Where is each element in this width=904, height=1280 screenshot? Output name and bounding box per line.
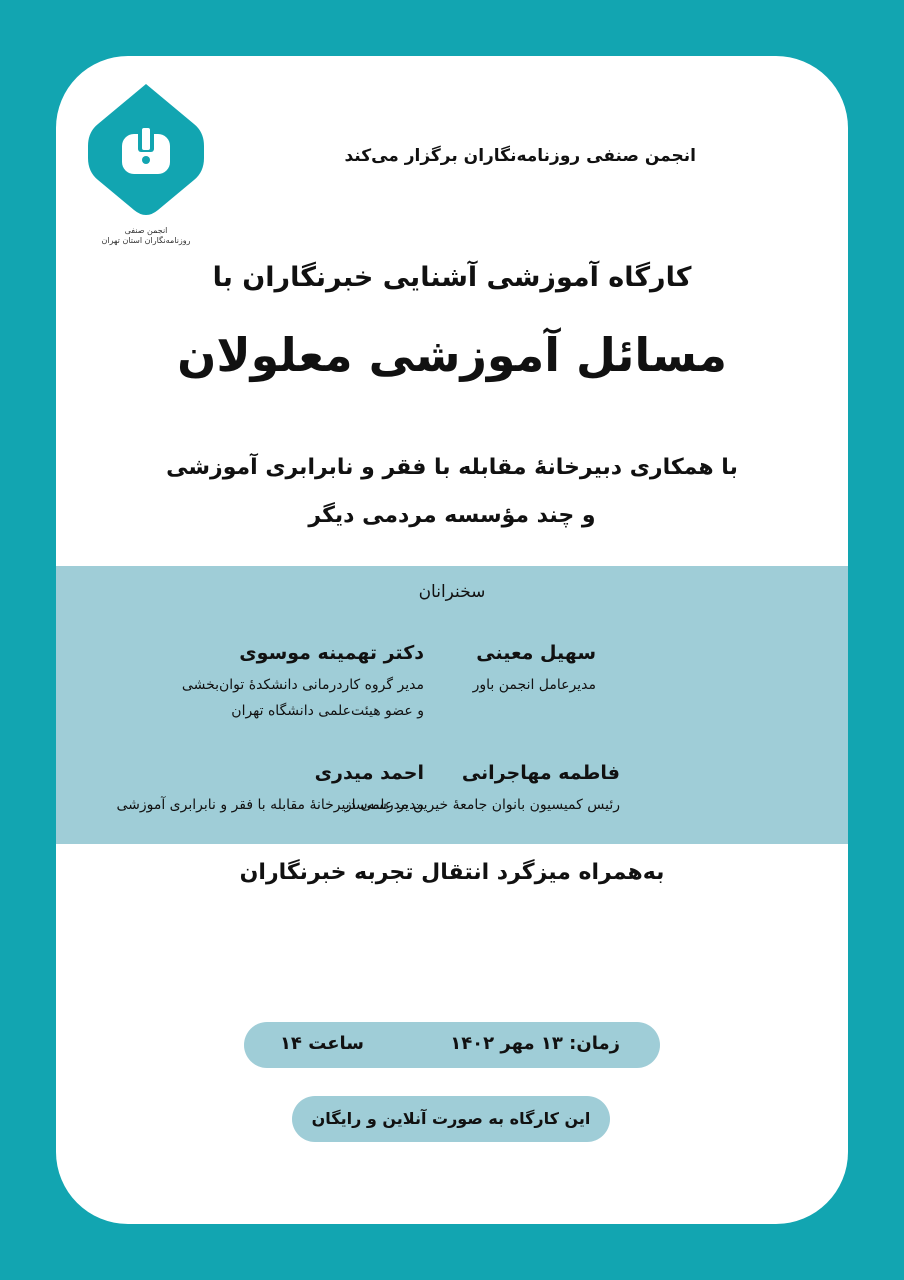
- speakers-section: [56, 566, 848, 844]
- logo-caption-line2: روزنامه‌نگاران استان تهران: [101, 236, 191, 245]
- speaker-ahmad-meidari: [116, 762, 424, 818]
- speakers-heading: سخنرانان: [418, 582, 486, 602]
- collaboration-line-2: و چند مؤسسه مردمی دیگر: [308, 503, 596, 528]
- speaker-name: دکتر تهمینه موسوی: [239, 642, 424, 664]
- logo-caption-line1: انجمن صنفی: [124, 226, 168, 235]
- speaker-role: مدیرعامل انجمن باور: [472, 677, 596, 693]
- speaker-name: سهیل معینی: [476, 642, 596, 664]
- collaboration-line-1: با همکاری دبیرخانهٔ مقابله با فقر و نابرابری آموزشی: [166, 455, 738, 480]
- speaker-tahmineh-mousavi: [182, 642, 424, 724]
- title-line-1: کارگاه آموزشی آشنایی خبرنگاران با: [212, 262, 692, 293]
- speaker-role: رئیس کمیسیون بانوان جامعهٔ خیرین مدرسه‌ساز: [344, 797, 620, 813]
- logo-emblem-icon: [76, 76, 216, 226]
- title-line-2: مسائل آموزشی معلولان: [177, 328, 727, 382]
- roundtable-text: به‌همراه میزگرد انتقال تجربه خبرنگاران: [239, 860, 665, 885]
- schedule-date: زمان: ۱۳ مهر ۱۴۰۲: [450, 1033, 620, 1054]
- organizer-text: انجمن صنفی روزنامه‌نگاران برگزار می‌کند: [344, 146, 696, 166]
- speaker-role: و عضو هیئت‌علمی دانشگاه تهران: [231, 703, 424, 719]
- schedule-hour: ساعت ۱۴: [279, 1033, 364, 1054]
- logo-caption: [76, 226, 216, 246]
- speaker-name: فاطمه مهاجرانی: [461, 762, 620, 784]
- speaker-name: احمد میدری: [314, 762, 424, 784]
- speaker-soheil-moeini: [473, 642, 596, 698]
- organization-logo: [76, 76, 216, 244]
- poster-card: [56, 56, 848, 1224]
- online-note-pill: این کارگاه به صورت آنلاین و رایگان: [292, 1096, 610, 1142]
- collaboration-text: [56, 444, 848, 540]
- speaker-role: مدیر گروه کاردرمانی دانشکدهٔ توان‌بخشی: [181, 677, 424, 693]
- speaker-role: مدیر علمی دبیرخانهٔ مقابله با فقر و نابرابری آموزشی: [116, 797, 424, 813]
- schedule-pill: [244, 1022, 660, 1068]
